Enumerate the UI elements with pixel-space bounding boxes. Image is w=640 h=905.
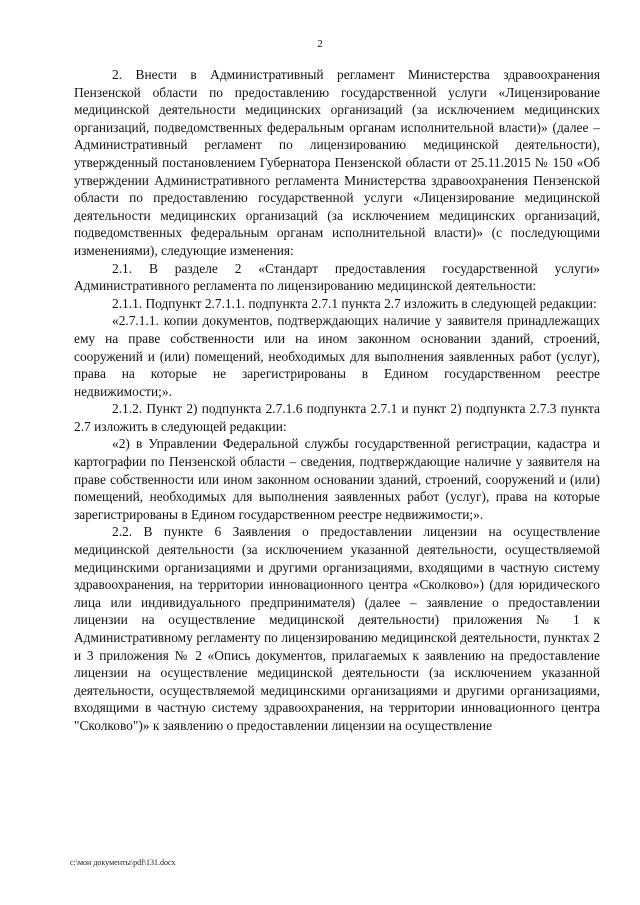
paragraph-2-1-2: 2.1.2. Пункт 2) подпункта 2.7.1.6 подпункта 2.7.1 и пункт 2) подпункта 2.7.3 пункта 2.7 изложить в следующей редакции: bbox=[74, 401, 600, 434]
footer-file-path: c:\мои документы\pdf\131.docx bbox=[70, 858, 176, 867]
document-body bbox=[74, 66, 600, 735]
paragraph-2: 2. Внести в Административный регламент Министерства здравоохранения Пензенской области по предоставлению государственной услуги «Лицензирование медицинской деятельности медицинских организаций (за исключением медицинских организаций, подведомственных федеральным органам исполнительной власти)» (далее – Административный регламент по лицензированию медицинской деятельности), утвержденный постановлением Губернатора Пензенской области от 25.11.2015 № 150 «Об утверждении Административного регламента Министерства здравоохранения Пензенской области по предоставлению государственной услуги «Лицензирование медицинской деятельности медицинских организаций (за исключением медицинских организаций, подведомственных федеральным органам исполнительной власти)» (с последующими изменениями), следующие изменения: bbox=[74, 67, 600, 258]
paragraph-2-1: 2.1. В разделе 2 «Стандарт предоставления государственной услуги» Административного регламента по лицензированию медицинской деятельности: bbox=[74, 260, 600, 294]
paragraph-2-1-1: 2.1.1. Подпункт 2.7.1.1. подпункта 2.7.1 пункта 2.7 изложить в следующей редакции: bbox=[112, 295, 597, 311]
paragraph-quote-2-7-1-1: «2.7.1.1. копии документов, подтверждающих наличие у заявителя принадлежащих ему на праве собственности или на ином законном основании зданий, строений, сооружений и (или) помещений, необходимых для выполнения заявленных работ (услуг), права на которые не зарегистрированы в Едином государственном реестре недвижимости;». bbox=[74, 313, 600, 399]
page-number: 2 bbox=[317, 38, 323, 50]
paragraph-2-2: 2.2. В пункте 6 Заявления о предоставлении лицензии на осуществление медицинской деятельности (за исключением указанной деятельности, осуществляемой медицинскими организациями и другими организациями, входящими в частную систему здравоохранения, на территории инновационного центра «Сколково») (для юридического лица или индивидуального предпринимателя) (далее – заявление о предоставлении лицензии на осуществление медицинской деятельности) приложения № 1 к Административному регламенту по лицензированию медицинской деятельности, пунктах 2 и 3 приложения № 2 «Опись документов, прилагаемых к заявлению на предоставление лицензии на осуществление медицинской деятельности (за исключением указанной деятельности, осуществляемой медицинскими организациями и другими организациями, входящими в частную систему здравоохранения, на территории инновационного центра "Сколково")» к заявлению о предоставлении лицензии на осуществление bbox=[74, 524, 600, 733]
paragraph-quote-2: «2) в Управлении Федеральной службы государственной регистрации, кадастра и картографии по Пензенской области – сведения, подтверждающие наличие у заявителя на праве собственности или ином законном основании зданий, строений, сооружений и (или) помещений, необходимых для выполнения заявленных работ (услуг), права на которые зарегистрированы в Едином государственном реестре недвижимости;». bbox=[74, 436, 600, 522]
